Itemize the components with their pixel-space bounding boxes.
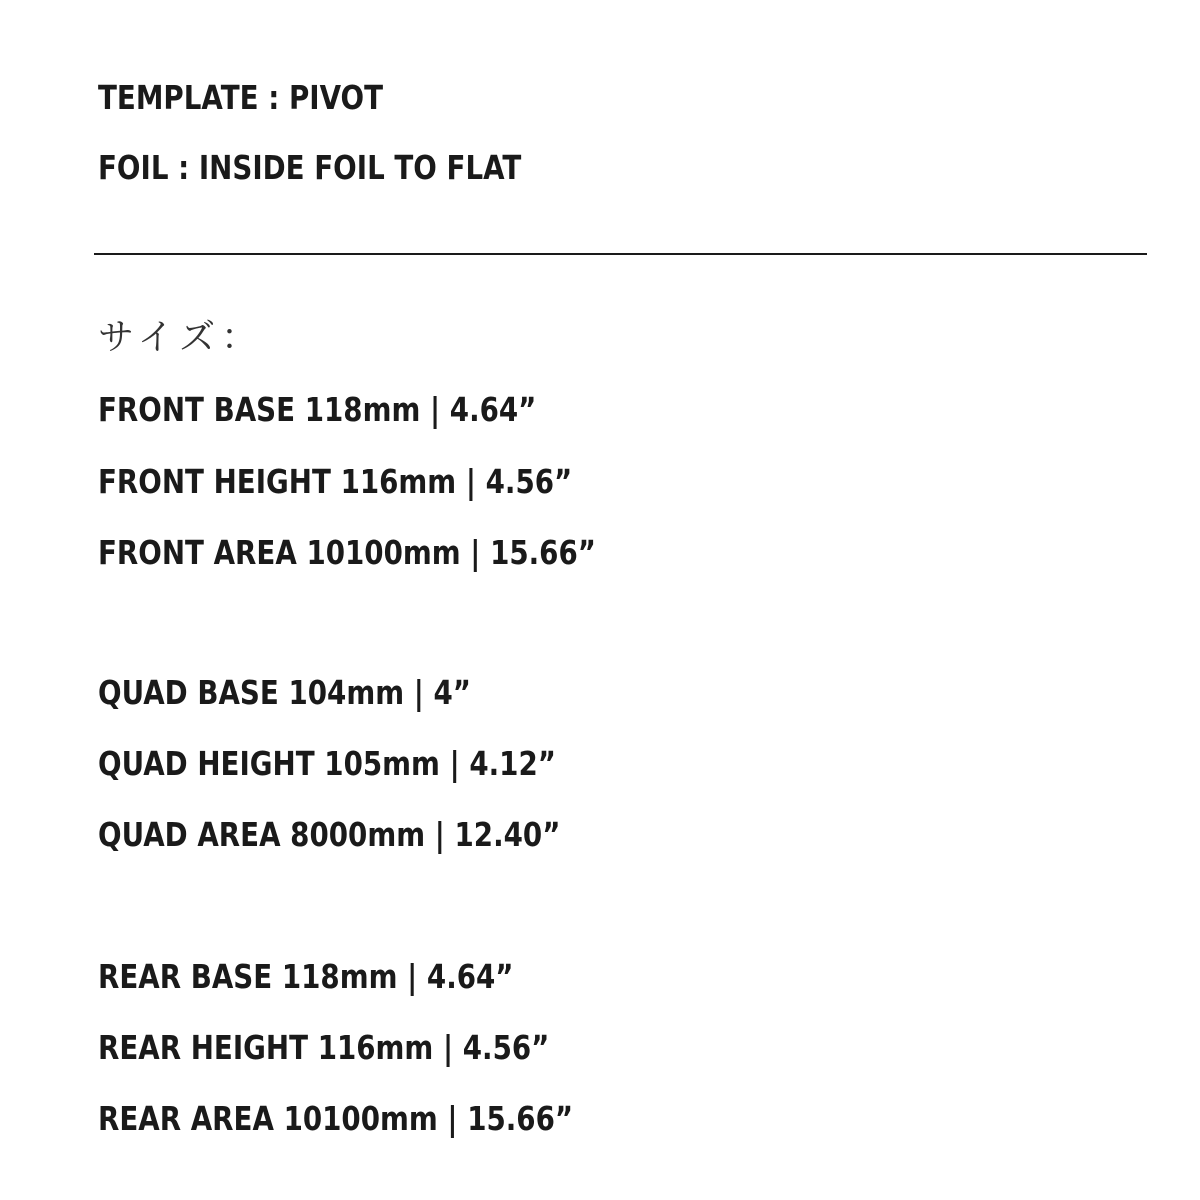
front-base-line: FRONT BASE 118mm | 4.64” [98,390,537,429]
front-height-line: FRONT HEIGHT 116mm | 4.56” [98,462,573,501]
template-line: TEMPLATE : PIVOT [98,78,384,117]
rear-height-line: REAR HEIGHT 116mm | 4.56” [98,1028,550,1067]
quad-base-line: QUAD BASE 104mm | 4” [98,673,472,712]
size-heading: サイズ： [98,317,264,358]
rear-base-line: REAR BASE 118mm | 4.64” [98,957,514,996]
quad-area-line: QUAD AREA 8000mm | 12.40” [98,815,561,854]
quad-height-line: QUAD HEIGHT 105mm | 4.12” [98,744,556,783]
divider [94,253,1147,255]
front-area-line: FRONT AREA 10100mm | 15.66” [98,533,596,572]
rear-area-line: REAR AREA 10100mm | 15.66” [98,1099,574,1138]
foil-line: FOIL : INSIDE FOIL TO FLAT [98,148,522,187]
